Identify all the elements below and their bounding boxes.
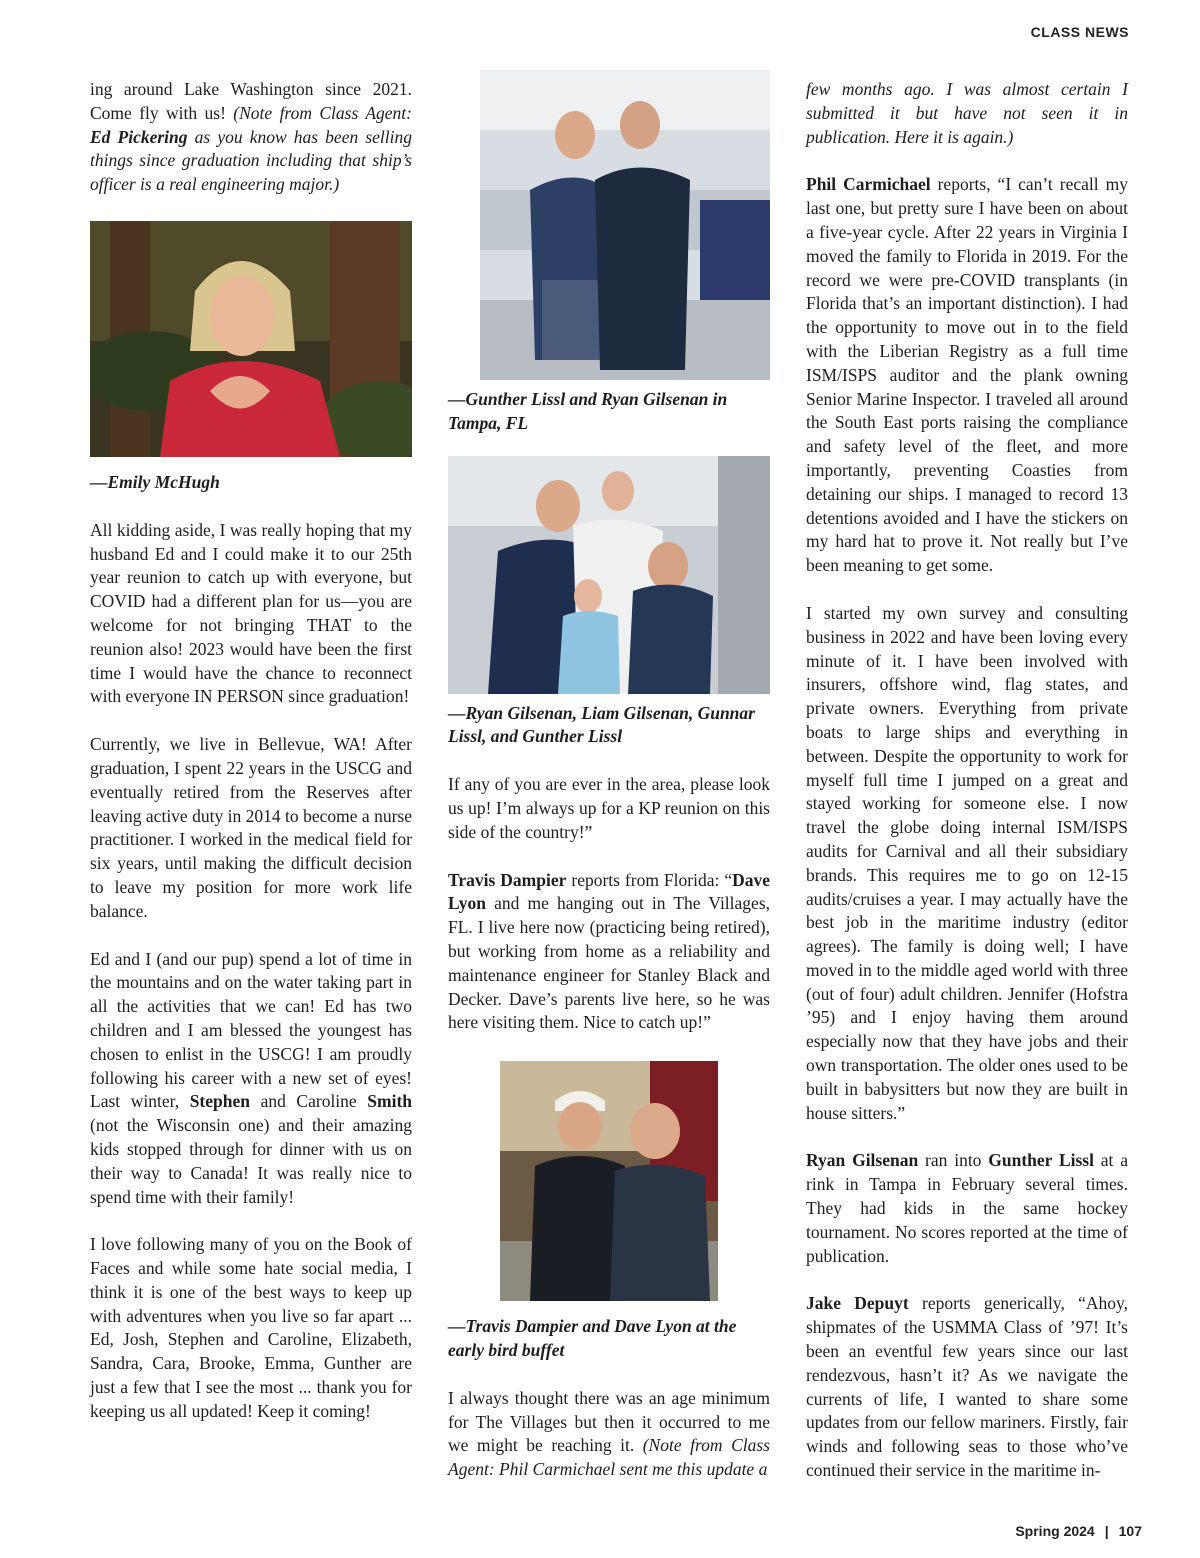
- bold-name: Phil Carmichael: [806, 174, 931, 195]
- photo-travis-dave: [500, 1061, 718, 1301]
- paragraph: [806, 1149, 1128, 1268]
- text: reports generically, “Ahoy, shipmates of the USMMA Class of ’97! It’s been an eventful few years since our last rendezvous, hasn’t it? As we navigate the currents of life, I wanted to share some updates from our fellow mariners. Firstly, fair winds and following seas to those who’ve continued their service in the maritime in-: [806, 1293, 1128, 1481]
- text: reports, “I can’t recall my last one, but pretty sure I have been on about a five-year cycle. After 22 years in Virginia I moved the family to Florida in 2019. For the record we were pre-COVID transplants (in Florida that’s an important distinction). I had the opportunity to move out in to the field with the Liberian Registry as a full time ISM/ISPS auditor and the plank owning Senior Marine Inspector. I traveled all around the South East ports raising the compliance and safety level of the fleet, and more importantly, preventing Coasties from detaining our ships. I managed to record 13 detentions avoided and I have the stickers on my hard hat to prove it. Not really but I’ve been meaning to get some.: [806, 174, 1128, 576]
- text: and me hanging out in The Villages, FL. I live here now (practicing being retired), but working from home as a reliability and maintenance engineer for Stanley Black and Decker. Dave’s parents live here, so he was here visiting them. Nice to catch up!”: [448, 893, 770, 1033]
- bold-name: Dave Lyon: [448, 869, 770, 914]
- bold-name: Gunther Lissl: [988, 1150, 1094, 1171]
- italic-note: (Note from Class Agent: Phil Carmichael sent me this update a: [448, 1435, 770, 1480]
- bold-name: Stephen: [189, 1091, 250, 1112]
- page-footer: [1015, 1523, 1142, 1539]
- paragraph: [448, 1387, 770, 1482]
- text: ing around Lake Washington since 2021. Come fly with us!: [90, 79, 412, 123]
- photo-caption: —Ryan Gilsenan, Liam Gilsenan, Gunnar Lissl, and Gunther Lissl: [448, 702, 755, 747]
- italic-note: (Note from Class Agent:: [233, 102, 412, 123]
- paragraph: If any of you are ever in the area, please look us up! I’m always up for a KP reunion on this side of the country!”: [448, 774, 770, 842]
- paragraph: [448, 869, 770, 1036]
- text: reports from Florida: “: [566, 869, 733, 890]
- bold-name: Travis Dampier: [448, 869, 567, 890]
- footer-separator: |: [1104, 1523, 1109, 1539]
- text: at a rink in Tampa in February several times. They had kids in the same hockey tournament. No scores reported at the time of publication.: [806, 1150, 1129, 1266]
- paragraph: I started my own survey and consulting business in 2022 and have been loving every minute of it. I have been involved with insurers, offshore wind, flag states, and private owners. Everything from private boats to large ships and everything in between. Despite the opportunity to work for myself full time I jumped on a great and stayed working for someone else. I now travel the globe doing internal ISM/ISPS audits for Carnival and all their subsidiary brands. This requires me to go on 12-15 audits/cruises a year. I may actually have the best job in the maritime industry (editor agrees). The family is doing well; I have moved in to the middle aged world with three (out of four) adult children. Jennifer (Hofstra ’95) and I enjoy having them around especially now that they have jobs and their own transportation. The older ones used to be built in babysitters but now they are built in house sitters.”: [806, 602, 1128, 1123]
- paragraph: [806, 1292, 1128, 1482]
- section-label: CLASS NEWS: [1030, 24, 1129, 40]
- paragraph: All kidding aside, I was really hoping that my husband Ed and I could make it to our 25th year reunion to catch up with everyone, but COVID had a different plan for us—you are welcome for not bringing THAT to the reunion also! 2023 would have been the first time I would have the chance to reconnect with everyone IN PERSON since graduation!: [90, 519, 412, 707]
- bold-name: Ryan Gilsenan: [806, 1150, 919, 1171]
- text: Ed and I (and our pup) spend a lot of time in the mountains and on the water taking part in all the activities that we can! Ed has two children and I am blessed the youngest has chosen to enlist in the USCG! I am proudly following his career with a new set of eyes! Last winter,: [90, 948, 412, 1112]
- photo-caption: —Gunther Lissl and Ryan Gilsenan in Tampa, FL: [448, 389, 728, 433]
- text: (not the Wisconsin one) and their amazing kids stopped through for dinner with us on their way to Canada! It was really nice to spend time with their family!: [90, 1115, 412, 1207]
- italic-note: few months ago. I was almost certain I submitted it but have not seen it in publication. Here it is again.): [806, 79, 1128, 147]
- bold-name: Smith: [367, 1091, 412, 1112]
- photo-four-hockey: [448, 456, 770, 694]
- paragraph: Currently, we live in Bellevue, WA! After graduation, I spent 22 years in the USCG and eventually retired from the Reserves after leaving active duty in 2014 to become a nurse practitioner. I worked in the medical field for six years, until making the difficult decision to leave my position for more work life balance.: [90, 734, 412, 921]
- column-3: [806, 78, 1128, 1483]
- column-2: [448, 70, 770, 1482]
- bold-name: Jake Depuyt: [806, 1293, 909, 1314]
- paragraph: I love following many of you on the Book of Faces and while some hate social media, I think it is one of the best ways to keep up with adventures when you live so far apart ... Ed, Josh, Stephen and Caroline, Elizabeth, Sandra, Cara, Brooke, Emma, Gunther are just a few that I see the most ... thank you for keeping us all updated! Keep it coming!: [90, 1234, 412, 1421]
- paragraph: [90, 948, 412, 1210]
- paragraph-note-continued: [806, 78, 1128, 149]
- italic-note: as you know has been selling things since graduation including that ship’s officer is a real engineering major.): [90, 126, 412, 195]
- photo-caption: —Travis Dampier and Dave Lyon at the early bird buffet: [448, 1316, 737, 1360]
- column-1: [90, 78, 412, 1424]
- photo-caption: —Emily McHugh: [90, 471, 220, 492]
- text: I always thought there was an age minimum for The Villages but then it occurred to me we might be reaching it.: [448, 1387, 770, 1456]
- paragraph: [806, 173, 1128, 578]
- bold-name: Ed Pickering: [90, 126, 188, 147]
- photo-gunther-ryan-rink: [480, 70, 770, 380]
- page-number: 107: [1118, 1523, 1142, 1539]
- text: ran into: [918, 1150, 989, 1171]
- text: and Caroline: [249, 1091, 368, 1112]
- paragraph-intro: [90, 78, 412, 197]
- photo-emily-mchugh: [90, 221, 412, 457]
- issue-label: Spring 2024: [1015, 1523, 1095, 1539]
